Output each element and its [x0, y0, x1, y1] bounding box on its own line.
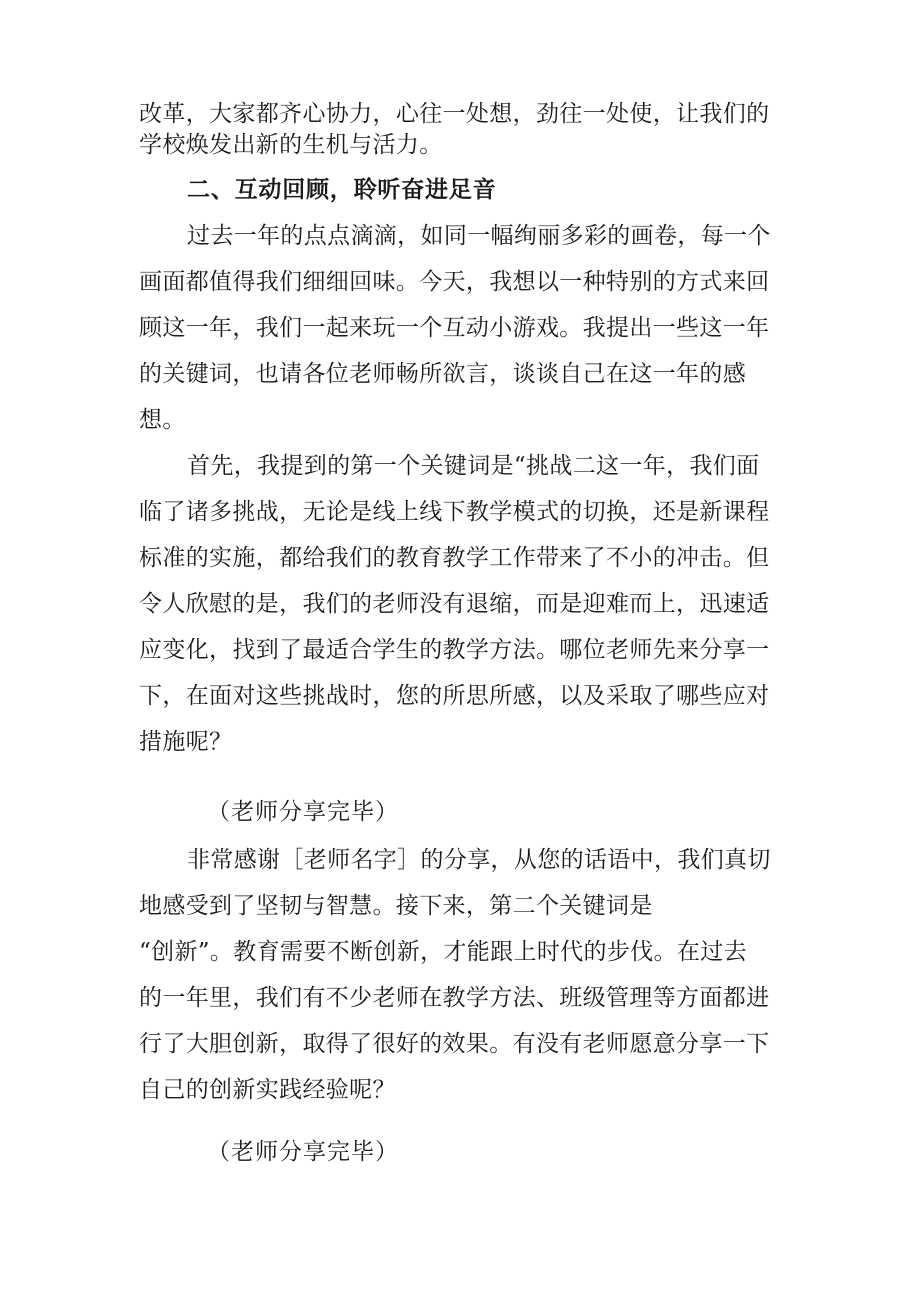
section-heading: 二、互动回顾，聆听奋进足音 — [187, 177, 497, 203]
body-text-line: 自己的创新实践经验呢？ — [139, 1077, 396, 1103]
body-text-line: 的关键词，也请各位老师畅所欲言，谈谈自己在这一年的感 — [139, 361, 747, 387]
body-text-line: 的一年里，我们有不少老师在教学方法、班级管理等方面都进 — [139, 985, 770, 1011]
body-text-line: 想。 — [139, 407, 186, 433]
stage-direction: （老师分享完毕） — [207, 1139, 399, 1165]
body-text-line: 非常感谢［老师名字］的分享，从您的话语中，我们真切 — [187, 847, 771, 873]
body-text-line: 首先，我提到的第一个关键词是“挑战二这一年，我们面 — [187, 453, 760, 479]
body-text-line: 标准的实施，都给我们的教育教学工作带来了不小的冲击。但 — [139, 545, 770, 571]
body-text-line: 措施呢？ — [139, 729, 233, 755]
body-text-line: 下，在面对这些挑战时，您的所思所感，以及采取了哪些应对 — [139, 683, 770, 709]
body-text-line: 顾这一年，我们一起来玩一个互动小游戏。我提出一些这一年 — [139, 315, 770, 341]
stage-direction: （老师分享完毕） — [207, 799, 399, 825]
body-text-line: “创新”。教育需要不断创新，才能跟上时代的步伐。在过去 — [139, 939, 747, 965]
body-text-line: 学校焕发出新的生机与活力。 — [139, 132, 443, 158]
body-text-line: 临了诸多挑战，无论是线上线下教学模式的切换，还是新课程 — [139, 499, 770, 525]
body-text-line: 地感受到了坚韧与智慧。接下来，第二个关键词是 — [139, 893, 653, 919]
body-text-line: 应变化，找到了最适合学生的教学方法。哪位老师先来分享一 — [139, 637, 770, 663]
body-text-line: 令人欣慰的是，我们的老师没有退缩，而是迎难而上，迅速适 — [139, 591, 770, 617]
body-text-line: 画面都值得我们细细回味。今天，我想以一种特别的方式来回 — [139, 269, 770, 295]
body-text-line: 改革，大家都齐心协力，心往一处想，劲往一处使，让我们的 — [139, 101, 770, 127]
body-text-line: 过去一年的点点滴滴，如同一幅绚丽多彩的画卷，每一个 — [187, 223, 771, 249]
body-text-line: 行了大胆创新，取得了很好的效果。有没有老师愿意分享一下 — [139, 1031, 770, 1057]
